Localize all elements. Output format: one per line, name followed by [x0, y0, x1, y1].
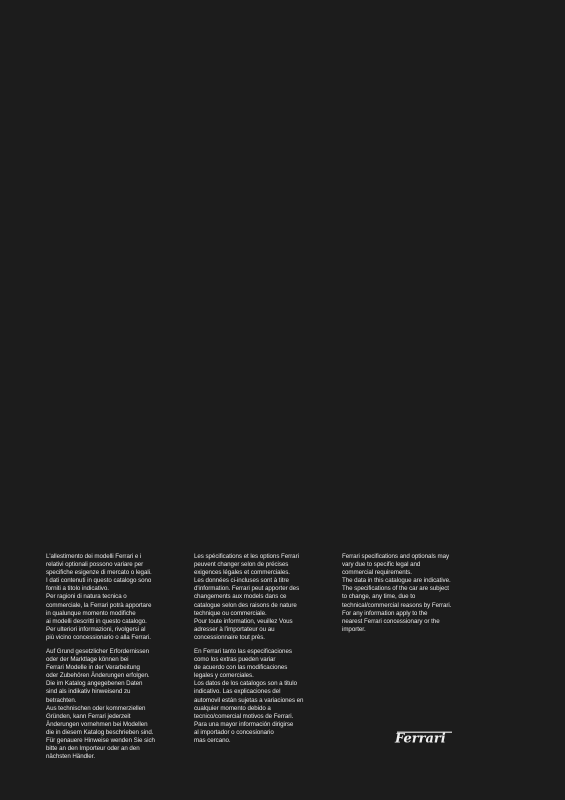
notice-german: Auf Grund gesetzlicher Erfordernissen oder der Marktlage können bei Ferrari Modelle in der Verarbeitung oder Zubehören Änderungen erfolgen. Die im Katalog angegebenen Daten sind als indikativ hinweisend zu betrachten. Aus technischen oder kommerziellen Gründen, kann Ferrari jederzeit Änderungen vornehmen bei Modellen die in diesem Katalog beschrieben sind. Für genauere Hinweise wenden Sie sich bitte an den Importeur oder an den nächsten Händler. [46, 648, 155, 761]
notice-french: Les spécifications et les options Ferrari peuvent changer selon de précises exigences légales et commerciales. Les données ci-incluses sont à titre d'information. Ferrari peut apporter des changements aux models dans ce catalogue selon des raisons de nature technique ou commerciale. Pour toute information, veuillez Vous adresser à l'importateur ou au concessionnaire tout près. [194, 553, 300, 641]
notice-english: Ferrari specifications and optionals may vary due to specific legal and commercial requirements. The data in this catalogue are indicative. The specifications of the car are subject to change, any time, due to technical/commercial reasons by Ferrari. For any information apply to the nearest Ferrari concessionary or the importer. [342, 553, 452, 633]
ferrari-logo [394, 730, 458, 746]
notice-spanish: En Ferrari tanto las especificaciones como los extras pueden variar de acuerdo con las modificaciones legales y comerciales. Los datos de los catalogos son a titulo indicativo. Las explicaciones del automovil están sujetas a variaciones en cualquier momento debido a tecnico/comercial motivos de Ferrari. Para una mayor información dirigirse al importador o concesionario mas cercano. [194, 648, 304, 745]
ferrari-logo-text: Ferrari [395, 731, 446, 746]
notice-italian: L'allestimento dei modelli Ferrari e i relativi optionali possono variare per specifiche esigenze di mercato o legali. I dati contenuti in questo catalogo sono forniti a titolo indicativo. Per ragioni di natura tecnica o commerciale, la Ferrari potrà apportare in qualunque momento modifiche ai modelli descritti in questo catalogo. Per ulteriori informazioni, rivolgersi al più vicino concessionario o alla Ferrari. [46, 553, 152, 641]
